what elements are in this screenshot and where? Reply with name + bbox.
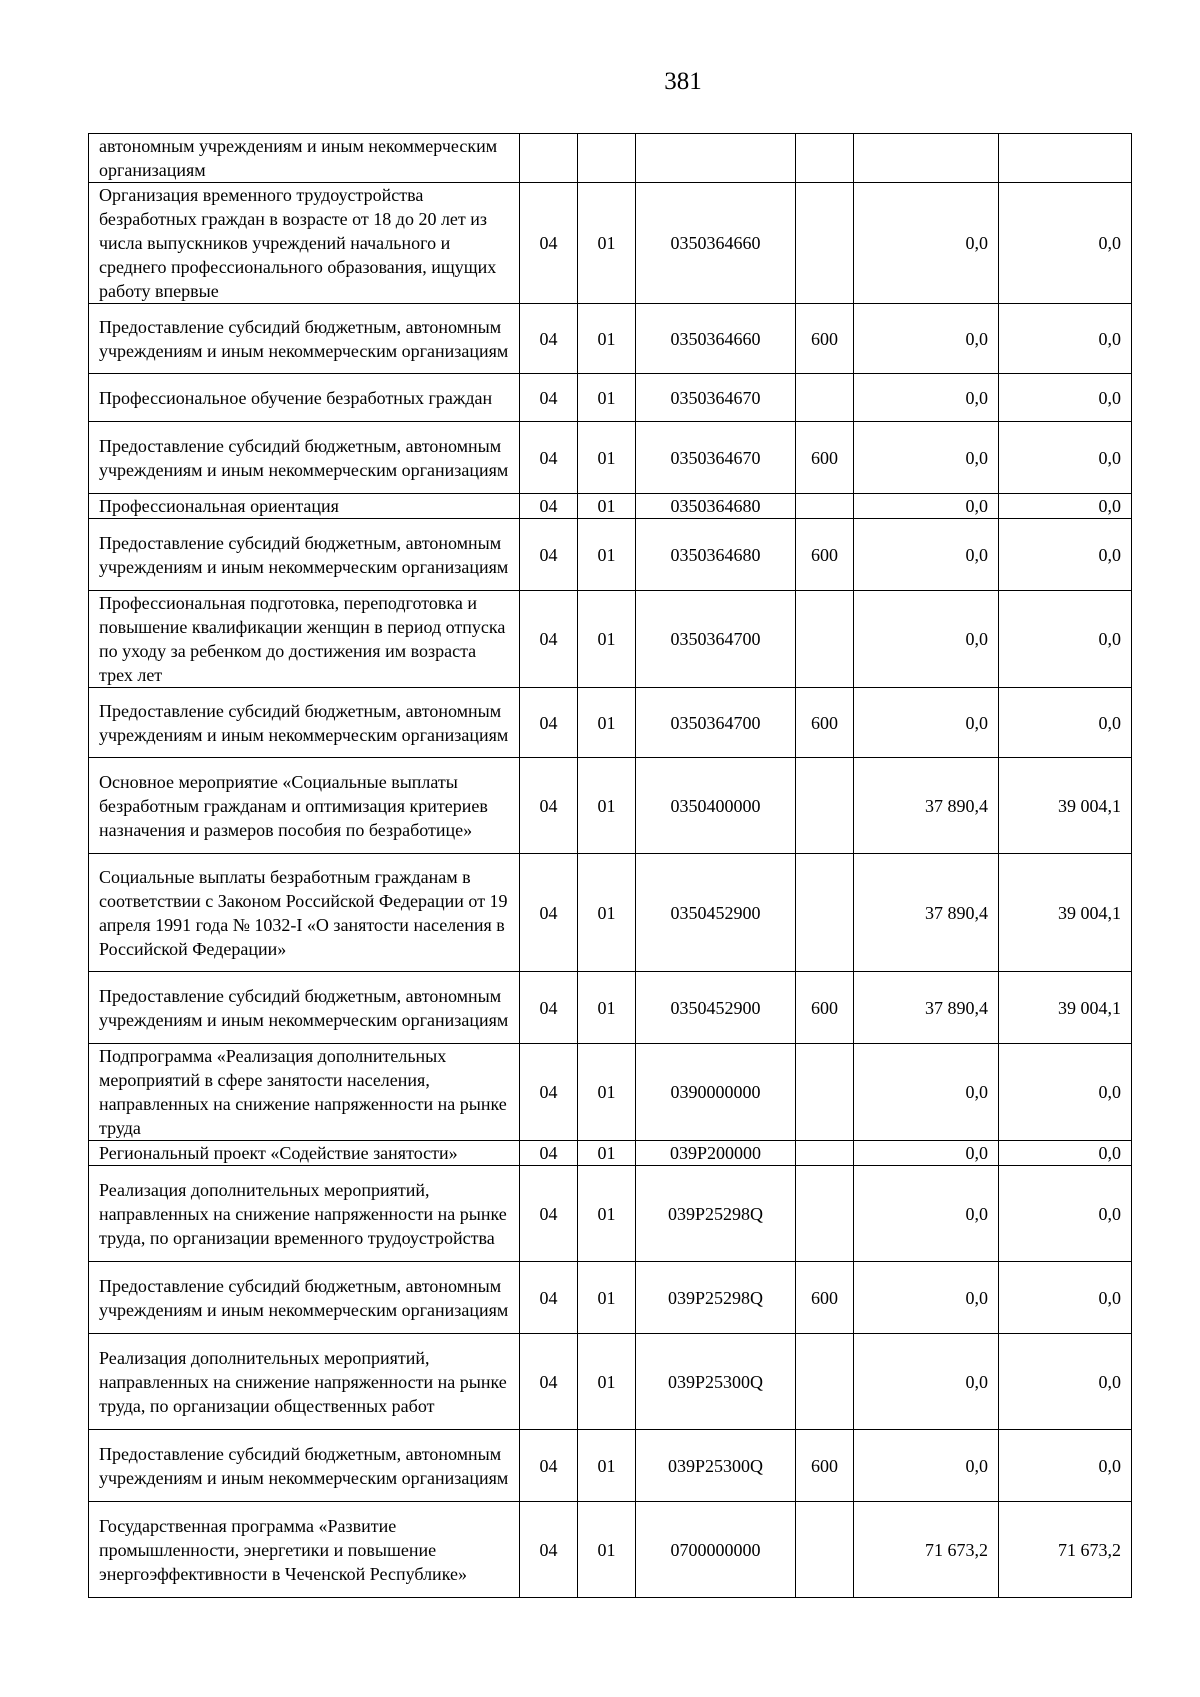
cell-section: [520, 134, 578, 183]
cell-target-article: 0350364670: [636, 422, 796, 494]
cell-subsection: 01: [578, 519, 636, 591]
table-row: [89, 854, 1132, 972]
cell-amount-year-2: 0,0: [999, 1430, 1132, 1502]
table-row: [89, 1430, 1132, 1502]
cell-expense-type: [796, 1044, 854, 1141]
table-row: [89, 591, 1132, 688]
cell-amount-year-2: 0,0: [999, 304, 1132, 374]
cell-expense-type: [796, 1502, 854, 1598]
cell-subsection: 01: [578, 1044, 636, 1141]
table-row: [89, 1044, 1132, 1141]
table-body: [89, 134, 1132, 1598]
cell-target-article: [636, 134, 796, 183]
cell-subsection: [578, 134, 636, 183]
cell-amount-year-1: 0,0: [854, 494, 999, 519]
cell-name: Профессиональная ориентация: [89, 494, 520, 519]
cell-name: автономным учреждениям и иным некоммерческим организациям: [89, 134, 520, 183]
cell-expense-type: [796, 374, 854, 422]
cell-amount-year-1: 0,0: [854, 1262, 999, 1334]
cell-amount-year-1: 0,0: [854, 304, 999, 374]
cell-name: Профессиональное обучение безработных граждан: [89, 374, 520, 422]
cell-name: Предоставление субсидий бюджетным, автономным учреждениям и иным некоммерческим организациям: [89, 688, 520, 758]
cell-amount-year-2: 0,0: [999, 1334, 1132, 1430]
cell-subsection: 01: [578, 183, 636, 304]
cell-target-article: 0350400000: [636, 758, 796, 854]
table-row: [89, 374, 1132, 422]
cell-target-article: 0350452900: [636, 972, 796, 1044]
cell-subsection: 01: [578, 591, 636, 688]
cell-amount-year-2: 0,0: [999, 519, 1132, 591]
cell-name: Профессиональная подготовка, переподготовка и повышение квалификации женщин в период отпуска по уходу за ребенком до достижения им возраста трех лет: [89, 591, 520, 688]
cell-amount-year-1: 0,0: [854, 183, 999, 304]
cell-amount-year-1: 71 673,2: [854, 1502, 999, 1598]
cell-expense-type: [796, 494, 854, 519]
cell-expense-type: [796, 1141, 854, 1166]
cell-expense-type: [796, 134, 854, 183]
cell-expense-type: 600: [796, 422, 854, 494]
cell-expense-type: 600: [796, 304, 854, 374]
table-row: [89, 494, 1132, 519]
cell-section: 04: [520, 519, 578, 591]
cell-name: Предоставление субсидий бюджетным, автономным учреждениям и иным некоммерческим организациям: [89, 304, 520, 374]
cell-expense-type: 600: [796, 1262, 854, 1334]
cell-expense-type: [796, 854, 854, 972]
cell-section: 04: [520, 1044, 578, 1141]
cell-amount-year-2: [999, 134, 1132, 183]
cell-target-article: 0700000000: [636, 1502, 796, 1598]
cell-subsection: 01: [578, 688, 636, 758]
cell-amount-year-1: 0,0: [854, 1334, 999, 1430]
cell-amount-year-1: 0,0: [854, 1166, 999, 1262]
table-row: [89, 304, 1132, 374]
cell-name: Социальные выплаты безработным гражданам в соответствии с Законом Российской Федерации от 19 апреля 1991 года № 1032-I «О занятости населения в Российской Федерации»: [89, 854, 520, 972]
cell-amount-year-2: 39 004,1: [999, 758, 1132, 854]
cell-amount-year-1: 37 890,4: [854, 972, 999, 1044]
cell-subsection: 01: [578, 758, 636, 854]
cell-name: Предоставление субсидий бюджетным, автономным учреждениям и иным некоммерческим организациям: [89, 422, 520, 494]
cell-subsection: 01: [578, 494, 636, 519]
cell-amount-year-2: 0,0: [999, 1141, 1132, 1166]
cell-amount-year-2: 0,0: [999, 183, 1132, 304]
table-row: [89, 758, 1132, 854]
cell-amount-year-1: 0,0: [854, 519, 999, 591]
cell-target-article: 039P25300Q: [636, 1430, 796, 1502]
cell-amount-year-2: 0,0: [999, 494, 1132, 519]
cell-target-article: 0350364700: [636, 688, 796, 758]
cell-section: 04: [520, 1502, 578, 1598]
cell-amount-year-1: 37 890,4: [854, 854, 999, 972]
cell-amount-year-1: 37 890,4: [854, 758, 999, 854]
cell-amount-year-1: 0,0: [854, 374, 999, 422]
cell-expense-type: [796, 591, 854, 688]
table-row: [89, 972, 1132, 1044]
cell-section: 04: [520, 1166, 578, 1262]
cell-subsection: 01: [578, 1430, 636, 1502]
cell-amount-year-1: 0,0: [854, 591, 999, 688]
cell-expense-type: [796, 1334, 854, 1430]
cell-target-article: 0350364700: [636, 591, 796, 688]
cell-subsection: 01: [578, 972, 636, 1044]
cell-amount-year-2: 0,0: [999, 688, 1132, 758]
page-number: 381: [664, 68, 702, 95]
cell-section: 04: [520, 494, 578, 519]
cell-amount-year-2: 0,0: [999, 1044, 1132, 1141]
cell-name: Государственная программа «Развитие промышленности, энергетики и повышение энергоэффективности в Чеченской Республике»: [89, 1502, 520, 1598]
cell-amount-year-2: 39 004,1: [999, 972, 1132, 1044]
cell-amount-year-1: 0,0: [854, 688, 999, 758]
cell-subsection: 01: [578, 1334, 636, 1430]
cell-expense-type: 600: [796, 519, 854, 591]
cell-subsection: 01: [578, 1262, 636, 1334]
cell-name: Предоставление субсидий бюджетным, автономным учреждениям и иным некоммерческим организациям: [89, 1262, 520, 1334]
budget-table: [88, 133, 1132, 1598]
cell-name: Предоставление субсидий бюджетным, автономным учреждениям и иным некоммерческим организациям: [89, 1430, 520, 1502]
cell-expense-type: 600: [796, 1430, 854, 1502]
cell-section: 04: [520, 1334, 578, 1430]
cell-subsection: 01: [578, 854, 636, 972]
cell-amount-year-2: 0,0: [999, 1262, 1132, 1334]
cell-amount-year-1: 0,0: [854, 422, 999, 494]
cell-section: 04: [520, 1262, 578, 1334]
cell-section: 04: [520, 854, 578, 972]
cell-amount-year-2: 39 004,1: [999, 854, 1132, 972]
cell-subsection: 01: [578, 1502, 636, 1598]
cell-name: Предоставление субсидий бюджетным, автономным учреждениям и иным некоммерческим организациям: [89, 972, 520, 1044]
table-row: [89, 1166, 1132, 1262]
cell-expense-type: [796, 183, 854, 304]
table-row: [89, 688, 1132, 758]
cell-section: 04: [520, 1430, 578, 1502]
cell-amount-year-1: 0,0: [854, 1430, 999, 1502]
cell-target-article: 0350452900: [636, 854, 796, 972]
cell-subsection: 01: [578, 1141, 636, 1166]
cell-subsection: 01: [578, 304, 636, 374]
table-row: [89, 1141, 1132, 1166]
cell-name: Основное мероприятие «Социальные выплаты безработным гражданам и оптимизация критериев назначения и размеров пособия по безработице»: [89, 758, 520, 854]
cell-section: 04: [520, 374, 578, 422]
cell-name: Подпрограмма «Реализация дополнительных мероприятий в сфере занятости населения, направленных на снижение напряженности на рынке труда: [89, 1044, 520, 1141]
cell-target-article: 039P25298Q: [636, 1262, 796, 1334]
cell-amount-year-2: 0,0: [999, 422, 1132, 494]
cell-amount-year-2: 71 673,2: [999, 1502, 1132, 1598]
cell-section: 04: [520, 688, 578, 758]
cell-target-article: 039P25298Q: [636, 1166, 796, 1262]
table-row: [89, 183, 1132, 304]
cell-name: Реализация дополнительных мероприятий, направленных на снижение напряженности на рынке труда, по организации временного трудоустройства: [89, 1166, 520, 1262]
cell-amount-year-1: [854, 134, 999, 183]
cell-amount-year-1: 0,0: [854, 1044, 999, 1141]
cell-expense-type: [796, 758, 854, 854]
cell-name: Реализация дополнительных мероприятий, направленных на снижение напряженности на рынке труда, по организации общественных работ: [89, 1334, 520, 1430]
cell-target-article: 0350364660: [636, 304, 796, 374]
cell-name: Организация временного трудоустройства безработных граждан в возрасте от 18 до 20 лет из числа выпускников учреждений начального и среднего профессионального образования, ищущих работу впервые: [89, 183, 520, 304]
table-row: [89, 1502, 1132, 1598]
cell-section: 04: [520, 1141, 578, 1166]
cell-target-article: 039P25300Q: [636, 1334, 796, 1430]
cell-expense-type: 600: [796, 972, 854, 1044]
cell-section: 04: [520, 422, 578, 494]
table-row: [89, 519, 1132, 591]
cell-name: Предоставление субсидий бюджетным, автономным учреждениям и иным некоммерческим организациям: [89, 519, 520, 591]
cell-subsection: 01: [578, 1166, 636, 1262]
cell-name: Региональный проект «Содействие занятости»: [89, 1141, 520, 1166]
cell-expense-type: 600: [796, 688, 854, 758]
cell-amount-year-2: 0,0: [999, 591, 1132, 688]
cell-target-article: 0350364680: [636, 494, 796, 519]
cell-section: 04: [520, 183, 578, 304]
cell-target-article: 0350364660: [636, 183, 796, 304]
cell-subsection: 01: [578, 374, 636, 422]
cell-amount-year-1: 0,0: [854, 1141, 999, 1166]
cell-target-article: 0390000000: [636, 1044, 796, 1141]
cell-target-article: 0350364680: [636, 519, 796, 591]
cell-subsection: 01: [578, 422, 636, 494]
table-row: [89, 1334, 1132, 1430]
cell-section: 04: [520, 758, 578, 854]
cell-section: 04: [520, 972, 578, 1044]
table-row: [89, 422, 1132, 494]
cell-amount-year-2: 0,0: [999, 374, 1132, 422]
cell-target-article: 0350364670: [636, 374, 796, 422]
cell-amount-year-2: 0,0: [999, 1166, 1132, 1262]
cell-section: 04: [520, 304, 578, 374]
cell-target-article: 039P200000: [636, 1141, 796, 1166]
cell-expense-type: [796, 1166, 854, 1262]
table-row: [89, 134, 1132, 183]
cell-section: 04: [520, 591, 578, 688]
table-row: [89, 1262, 1132, 1334]
